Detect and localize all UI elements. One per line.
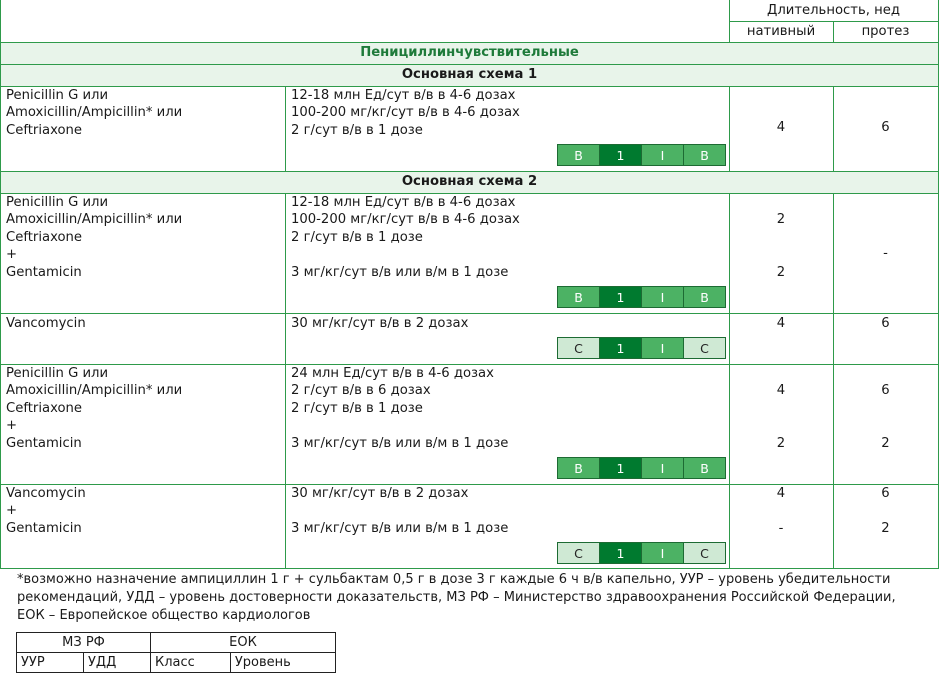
footnote-line: ЕОК – Европейское общество кардиологов	[17, 608, 311, 623]
row2-prosthesis: -	[883, 246, 888, 261]
row4-prosthesis: 2	[881, 436, 890, 451]
row5-dose: 3 мг/кг/сут в/в или в/м в 1 дозе	[291, 521, 509, 536]
badge-udd: 1	[600, 145, 642, 165]
badge-level: B	[684, 287, 725, 307]
badge-class: I	[642, 287, 684, 307]
badge-udd: 1	[600, 287, 642, 307]
legend-mz: МЗ РФ	[17, 633, 151, 653]
row2-dose: 2 г/сут в/в в 1 дозе	[291, 230, 423, 245]
legend-uroven: Уровень	[230, 653, 335, 673]
badge-level: B	[684, 458, 725, 478]
section-title: Пенициллинчувствительные	[360, 45, 579, 60]
duration-header: Длительность, нед	[767, 3, 900, 18]
row3-prosthesis: 6	[881, 316, 890, 331]
legend-table	[16, 632, 336, 673]
row5-native: -	[778, 521, 784, 536]
scheme2-title: Основная схема 2	[401, 174, 538, 189]
row5-drug: Vancomycin	[6, 486, 86, 501]
badge-level: B	[684, 145, 725, 165]
evidence-badge	[557, 542, 726, 564]
badge-level: C	[684, 338, 725, 358]
evidence-badge	[557, 144, 726, 166]
row2-dose: 12-18 млн Ед/сут в/в в 4-6 дозах	[291, 195, 516, 210]
row5-drug: +	[6, 503, 18, 518]
badge-class: I	[642, 543, 684, 563]
row4-drug: Ceftriaxone	[6, 401, 83, 416]
row4-drug: Gentamicin	[6, 436, 82, 451]
row5-dose: 30 мг/кг/сут в/в в 2 дозах	[291, 486, 469, 501]
badge-udd: 1	[600, 338, 642, 358]
row4-native: 4	[776, 383, 786, 398]
row4-dose: 2 г/сут в/в в 6 дозах	[291, 383, 431, 398]
row4-drug: Amoxicillin/Ampicillin* или	[6, 383, 183, 398]
badge-class: I	[642, 338, 684, 358]
badge-uur: B	[558, 287, 600, 307]
row5-drug: Gentamicin	[6, 521, 82, 536]
legend-uur: УУР	[17, 653, 84, 673]
row4-prosthesis: 6	[881, 383, 890, 398]
footnote-line: рекомендаций, УДД – уровень достоверности доказательств, МЗ РФ – Министерство здравоохранения Российской Федерации,	[17, 590, 896, 605]
row1-drug: Amoxicillin/Ampicillin* или	[6, 105, 183, 120]
row2-native: 2	[776, 265, 786, 280]
row1-dose: 100-200 мг/кг/сут в/в в 4-6 дозах	[291, 105, 520, 120]
row2-drug: Penicillin G или	[6, 195, 109, 210]
row5-prosthesis: 2	[881, 521, 890, 536]
prosthesis-header: протез	[861, 24, 910, 39]
badge-class: I	[642, 145, 684, 165]
row5-native: 4	[776, 486, 786, 501]
row1-dose: 12-18 млн Ед/сут в/в в 4-6 дозах	[291, 88, 516, 103]
legend-eok: ЕОК	[151, 633, 336, 653]
row3-drug: Vancomycin	[6, 316, 86, 331]
row3-native: 4	[776, 316, 786, 331]
row2-drug: Gentamicin	[6, 265, 82, 280]
row4-native: 2	[776, 436, 786, 451]
legend-udd: УДД	[84, 653, 151, 673]
legend-klass: Класс	[151, 653, 231, 673]
badge-class: I	[642, 458, 684, 478]
row1-drug: Penicillin G или	[6, 88, 109, 103]
evidence-badge	[557, 457, 726, 479]
row1-drug: Ceftriaxone	[6, 123, 83, 138]
footnote-line: *возможно назначение ампициллин 1 г + сульбактам 0,5 г в дозе 3 г каждые 6 ч в/в капельно, УУР – уровень убедительности	[17, 572, 891, 587]
badge-uur: C	[558, 543, 600, 563]
evidence-badge	[557, 286, 726, 308]
row2-native: 2	[776, 212, 786, 227]
row1-native: 4	[776, 120, 786, 135]
row2-dose: 100-200 мг/кг/сут в/в в 4-6 дозах	[291, 212, 520, 227]
row2-dose: 3 мг/кг/сут в/в или в/м в 1 дозе	[291, 265, 509, 280]
row5-prosthesis: 6	[881, 486, 890, 501]
row4-dose: 2 г/сут в/в в 1 дозе	[291, 401, 423, 416]
badge-udd: 1	[600, 458, 642, 478]
row4-dose: 3 мг/кг/сут в/в или в/м в 1 дозе	[291, 436, 509, 451]
row4-drug: Penicillin G или	[6, 366, 109, 381]
evidence-badge	[557, 337, 726, 359]
row1-dose: 2 г/сут в/в в 1 дозе	[291, 123, 423, 138]
badge-uur: B	[558, 145, 600, 165]
native-header: нативный	[746, 24, 816, 39]
badge-level: C	[684, 543, 725, 563]
badge-udd: 1	[600, 543, 642, 563]
row4-drug: +	[6, 418, 18, 433]
row4-dose: 24 млн Ед/сут в/в в 4-6 дозах	[291, 366, 494, 381]
badge-uur: B	[558, 458, 600, 478]
row2-drug: +	[6, 247, 18, 262]
badge-uur: C	[558, 338, 600, 358]
row3-dose: 30 мг/кг/сут в/в в 2 дозах	[291, 316, 469, 331]
scheme1-title: Основная схема 1	[401, 67, 538, 82]
row2-drug: Amoxicillin/Ampicillin* или	[6, 212, 183, 227]
row2-drug: Ceftriaxone	[6, 230, 83, 245]
row1-prosthesis: 6	[881, 120, 890, 135]
